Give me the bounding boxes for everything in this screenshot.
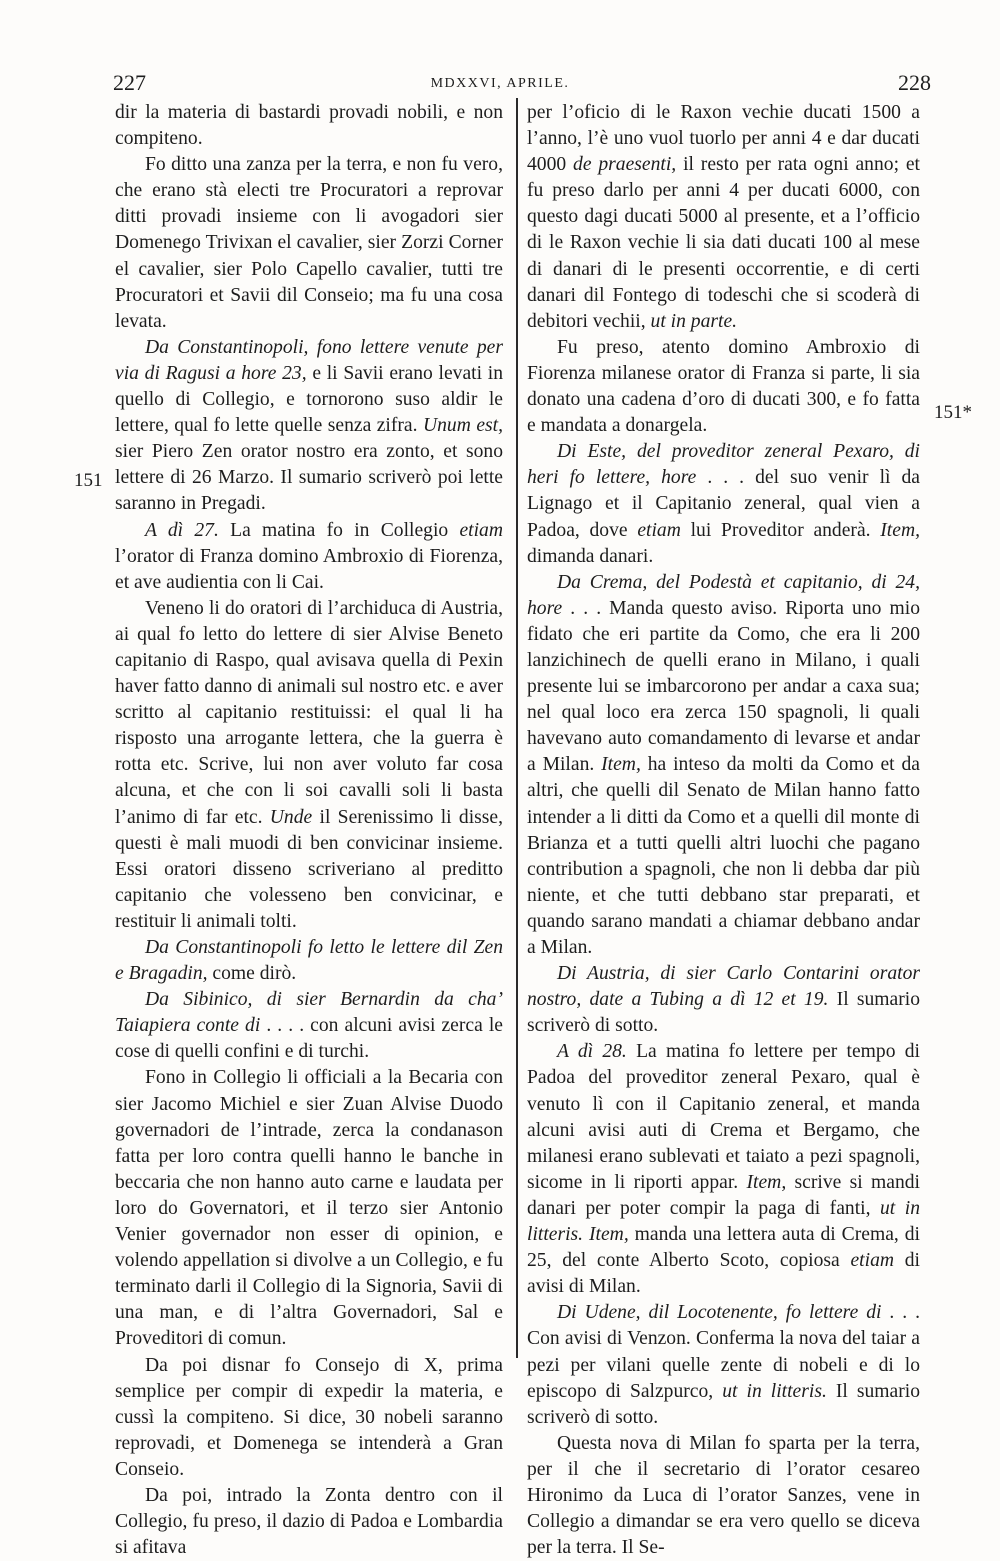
text-run: scrive si mandi danari per poter compir la paga di fanti, — [527, 1171, 920, 1219]
text-run: come dirò. — [207, 963, 297, 985]
italic-text: ut in parte. — [650, 310, 738, 332]
paragraph — [527, 570, 920, 961]
italic-text: A dì 27. — [145, 519, 219, 541]
text-run: lui Proveditor anderà. — [680, 519, 881, 541]
paragraph — [115, 518, 503, 596]
paragraph — [115, 1483, 503, 1561]
text-run: . . . Manda questo aviso. Riporta uno mio fidato che eri partite da Como, che era li 200 lanzichinech de quelli erano in Milano, i quali presente lui se imbarcorono per andar a caxa sua; nel qual loco era zerca 150 spagnoli, li quali havevano auto comandamento di levarse et andar a Milan. — [527, 597, 920, 776]
paragraph — [115, 987, 503, 1065]
paragraph — [115, 152, 503, 335]
margin-number-right: 151* — [934, 402, 972, 423]
italic-text: Di Este, del proveditor zeneral Pexaro, di heri fo lettere, hore — [527, 441, 920, 489]
text-run: il resto per rata ogni anno; et fu preso darlo per anni 4 per ducati 6000, con questo dagi ducati 5000 al presente, et a l’officio di le Raxon vechie li sia dati ducati 100 al mese di danari di le presenti occorrentie, e di certi danari dil Fontego di todeschi che si scoderà di debitori vechii, — [527, 154, 921, 332]
italic-text: etiam — [459, 519, 503, 541]
paragraph — [527, 439, 920, 569]
right-column — [527, 100, 920, 1561]
text-run: Questa nova di Milan fo sparta per la terra, per il che il secretario di l’orator cesareo Hironimo da Luca di l’orator Sanzes, vene in Collegio a dimandar se era vero quello se diceva per la terra. Il Se- — [527, 1432, 920, 1559]
italic-text: Da Crema, del Podestà et capitanio, di 24, hore — [527, 571, 920, 619]
text-run: Il sumario scriverò di sotto. — [527, 989, 921, 1037]
text-run: ha inteso da molti da Como et da altri, che quelli dil Senato de Milan hanno fatto intender a li ditti da Como et a quelli dil monte di Brianza et a tutti quelli altri luochi che pagano contribution a spagnoli, che non li debba dar più niente, et che tutti debbano star preparati, et quando sarano mandati a chiamar debbano andar a Milan. — [527, 754, 920, 958]
italic-text: Unde — [269, 806, 313, 828]
text-run: Fo ditto una zanza per la terra, e non fu vero, che erano stà electi tre Procuratori a reprovar ditti provadi insieme con li avogadori sier Domenego Trivixan el cavalier, sier Zorzi Corner el cavalier, sier Polo Capello cavalier, tutti tre Procuratori et Savii dil Conseio; ma fu una cosa levata. — [115, 154, 503, 332]
left-column — [115, 100, 503, 1561]
paragraph — [115, 1065, 503, 1352]
text-run: dimanda danari. — [527, 545, 654, 567]
italic-text: Item, — [880, 519, 920, 541]
text-run: sier Piero Zen orator nostro era zonto, et sono lettere di 26 Marzo. Il sumario scriverò poi lette saranno in Pregadi. — [115, 441, 503, 515]
paragraph — [115, 335, 503, 518]
text-run: . . . Con avisi di Venzon. Conferma la nova del taiar a pezi per vilani quelle zente di nobeli e di lo episcopo di Salzpurco, — [527, 1302, 921, 1402]
text-run: l’orator di Franza domino Ambroxio di Fiorenza, et ave audientia con li Cai. — [115, 545, 503, 593]
italic-text: Unum est, — [422, 415, 503, 437]
italic-text: ut in litteris. Item, — [527, 1197, 920, 1246]
text-run: per l’oficio di le Raxon vechie ducati 1500 a l’anno, l’è uno vuol tuorlo per anni 4 e dar ducati 4000 — [527, 102, 920, 176]
italic-text: de praesenti, — [573, 154, 677, 176]
text-run: La matina fo in Collegio — [218, 519, 460, 541]
text-run: Fu preso, atento domino Ambroxio di Fiorenza milanese orator di Franza si parte, li sia donato una cadena d’oro di ducati 300, e fo fatta e mandata a donargela. — [527, 336, 920, 437]
text-run: Da poi, intrado la Zonta dentro con il Collegio, fu preso, il dazio di Padoa e Lombardia si afitava — [115, 1484, 503, 1559]
text-run: . . . . con alcuni avisi zerca le cose di quelli confini e di turchi. — [115, 1015, 503, 1063]
paragraph — [527, 100, 920, 335]
paragraph — [115, 596, 503, 935]
text-run: di avisi di Milan. — [527, 1250, 921, 1298]
paragraph — [115, 935, 503, 987]
italic-text: etiam — [637, 519, 681, 541]
text-run: manda una lettera auta di Crema, di 25, del conte Alberto Scoto, copiosa — [527, 1224, 920, 1272]
italic-text: A dì 28. — [557, 1041, 627, 1063]
column-divider — [516, 98, 518, 1358]
page-number-right: 228 — [898, 70, 931, 95]
paragraph — [527, 1300, 920, 1430]
paragraph — [527, 1039, 920, 1300]
italic-text: Di Austria, di sier Carlo Contarini orator nostro, date a Tubing a dì 12 et 19. — [527, 963, 920, 1011]
paragraph — [527, 335, 920, 439]
text-run: e li Savii erano levati in quello di Collegio, e tornorono suso aldir le lettere, qual fo lette quelle senza zifra. — [115, 362, 504, 437]
italic-text: etiam — [850, 1250, 895, 1272]
text-run: il Serenissimo li disse, questi è mali muodi di ben convicinar insieme. Essi oratori disseno scriveriano al preditto capitanio che volesseno ben convicinar, e restituir li animali tolti. — [115, 806, 503, 932]
text-run: dir la materia di bastardi provadi nobili, e non compiteno. — [115, 102, 503, 150]
text-run: Veneno li do oratori di l’archiduca di Austria, ai qual fo letto do lettere di sier Alvise Beneto capitanio di Raspo, qual avisava quella di Pexin haver fatto danno di animali sul nostro etc. e aver scritto al capitanio restituissi: el qual li ha risposto una arrogante lettera, che la guerra è rotta etc. Scrive, lui non aver voluto far cosa alcuna, et che con li soi cavalli soli li basta l’animo di far etc. — [115, 597, 503, 828]
page-header — [0, 66, 1000, 96]
text-run: . . . del suo venir lì da Lignago et il Capitanio zeneral, qual vien a Padoa, dove — [527, 467, 920, 541]
text-run: La matina fo lettere per tempo di Padoa del proveditor zeneral Pexaro, qual è venuto lì con il Capitanio zeneral, et manda alcuni avisi auti di Crema et Bergamo, che milanesi erano sublevati et taiato a pezi spagnoli, sicome in li riporti appar. — [527, 1041, 920, 1193]
running-title: MDXXVI, APRILE. — [430, 76, 570, 91]
italic-text: ut in litteris. — [722, 1380, 827, 1402]
italic-text: Da Constantinopoli, fono lettere venute per via di Ragusi a hore 23, — [115, 336, 503, 384]
text-run: Il sumario scriverò di sotto. — [527, 1380, 920, 1428]
margin-number-left: 151 — [74, 470, 103, 491]
italic-text: Da Constantinopoli fo letto le lettere dil Zen e Bragadin, — [115, 937, 503, 985]
paragraph — [527, 961, 920, 1039]
text-run: Da poi disnar fo Consejo di X, prima semplice per compir di expedir la materia, e cussì la compiteno. Si dice, 30 nobeli saranno reprovadi, et Domenega se intenderà a Gran Conseio. — [115, 1354, 503, 1480]
paragraph — [115, 1353, 503, 1483]
text-run: Fono in Collegio li officiali a la Becaria con sier Jacomo Michiel e sier Zuan Alvise Duodo governadori de l’intrade, zerca la condanason fatta per loro contra quelli hanno le banche in beccaria che non hanno auto carne e laudata per loro do Governatori, et il terzo sier Antonio Venier governador non esser di opinion, e volendo appellation si divolve a un Collegio, e fu terminato darli il Collegio di la Signoria, Savii di una man, e di l’altra Governadori, Sal e Proveditori di comun. — [115, 1067, 503, 1350]
page-number-left: 227 — [113, 70, 146, 95]
paragraph — [115, 100, 503, 152]
italic-text: Item, — [601, 754, 641, 776]
paragraph — [527, 1431, 920, 1561]
italic-text: Item, — [746, 1171, 787, 1193]
italic-text: Di Udene, dil Locotenente, fo lettere di — [557, 1302, 882, 1324]
italic-text: Da Sibinico, di sier Bernardin da cha’ Taiapiera conte di — [115, 989, 503, 1037]
